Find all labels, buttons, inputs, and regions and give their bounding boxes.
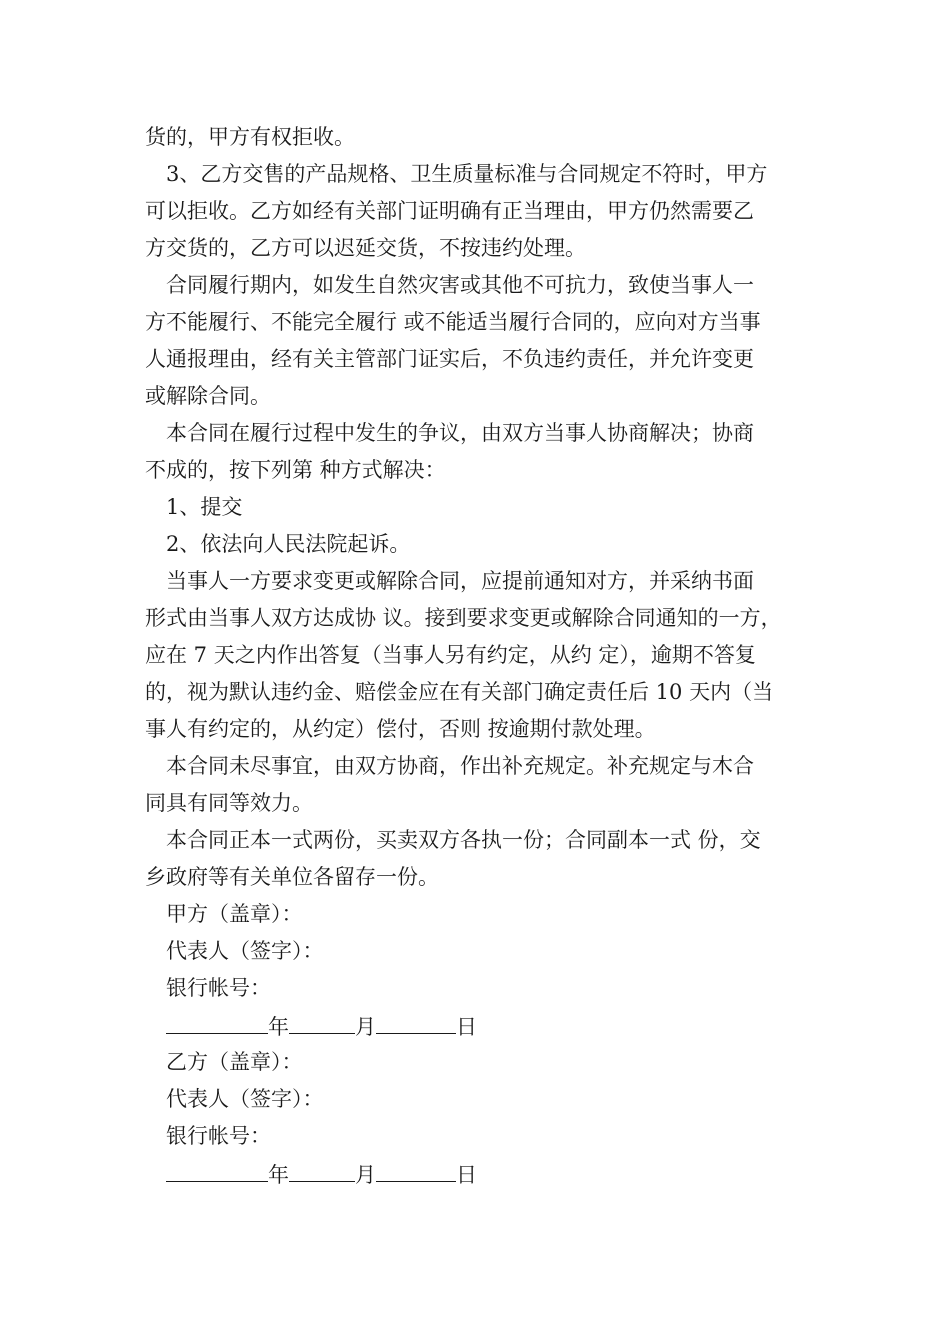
year-label: 年 [268,1163,289,1187]
text-line: 2、依法向人民法院起诉。 [166,532,411,556]
text-line: 的，视为默认违约金、赔偿金应在有关部门确定责任后 10 天内（当 [145,680,774,704]
text-line: 应在 7 天之内作出答复（当事人另有约定，从约 定），逾期不答复 [145,643,756,667]
text-line: 合同履行期内，如发生自然灾害或其他不可抗力，致使当事人一 [166,273,754,297]
day-blank[interactable] [376,1007,456,1034]
text-line: 本合同正本一式两份，买卖双方各执一份；合同副本一式 份，交 [166,828,761,852]
text-line: 3、乙方交售的产品规格、卫生质量标准与合同规定不符时，甲方 [166,162,768,186]
party-b-date-line [145,1155,810,1192]
party-a-signature-block [145,896,810,1044]
day-blank[interactable] [376,1155,456,1182]
text-line: 方交货的，乙方可以迟延交货，不按违约处理。 [145,236,586,260]
month-label: 月 [355,1163,376,1187]
text-line: 货的，甲方有权拒收。 [145,125,355,149]
text-line: 本合同在履行过程中发生的争议，由双方当事人协商解决；协商 [166,421,754,445]
text-line: 1、提交 [166,495,243,519]
text-line: 不成的，按下列第 种方式解决： [145,458,446,482]
party-b-account-label: 银行帐号： [166,1124,271,1148]
text-line: 当事人一方要求变更或解除合同，应提前通知对方，并采纳书面 [166,569,754,593]
text-line: 可以拒收。乙方如经有关部门证明确有正当理由，甲方仍然需要乙 [145,199,754,223]
text-line: 形式由当事人双方达成协 议。接到要求变更或解除合同通知的一方， [145,606,782,630]
day-label: 日 [456,1015,477,1039]
party-a-account-label: 银行帐号： [166,976,271,1000]
text-line: 同具有同等效力。 [145,791,313,815]
party-b-rep-label: 代表人（签字）： [166,1087,324,1111]
day-label: 日 [456,1163,477,1187]
text-line: 乡政府等有关单位各留存一份。 [145,865,439,889]
party-a-seal-label: 甲方（盖章）： [166,902,303,926]
text-line: 或解除合同。 [145,384,271,408]
year-blank[interactable] [166,1155,268,1182]
text-line: 人通报理由，经有关主管部门证实后，不负违约责任，并允许变更 [145,347,754,371]
party-a-date-line [145,1007,810,1044]
year-label: 年 [268,1015,289,1039]
month-label: 月 [355,1015,376,1039]
text-line: 事人有约定的，从约定）偿付，否则 按逾期付款处理。 [145,717,656,741]
party-b-seal-label: 乙方（盖章）： [166,1050,303,1074]
party-b-signature-block [145,1044,810,1192]
year-blank[interactable] [166,1007,268,1034]
document-page [145,119,810,1192]
text-line: 方不能履行、不能完全履行 或不能适当履行合同的，应向对方当事 [145,310,761,334]
month-blank[interactable] [289,1155,355,1182]
month-blank[interactable] [289,1007,355,1034]
party-a-rep-label: 代表人（签字）： [166,939,324,963]
text-line: 本合同未尽事宜，由双方协商，作出补充规定。补充规定与木合 [166,754,754,778]
